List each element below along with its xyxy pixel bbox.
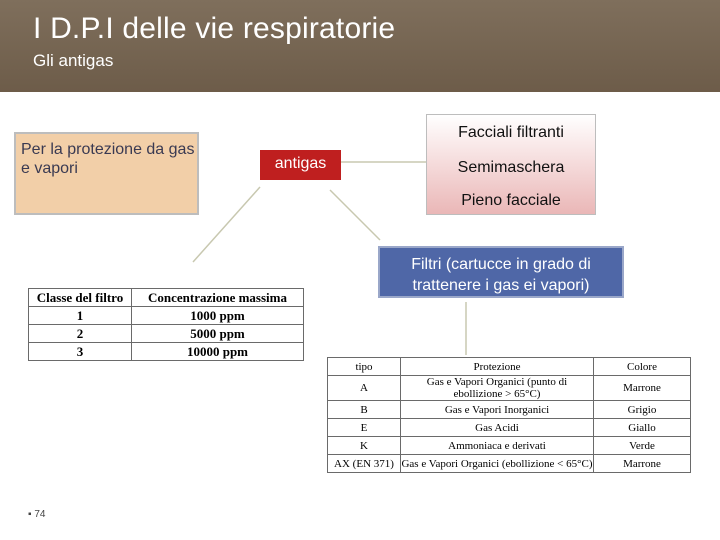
table-cell: Grigio (594, 401, 691, 419)
slide-subtitle: Gli antigas (33, 51, 114, 70)
table-row (328, 419, 691, 437)
filter-type-table (327, 357, 691, 473)
table-cell: Giallo (594, 419, 691, 437)
table-cell: AX (EN 371) (328, 455, 401, 473)
filter-class-table (28, 288, 304, 361)
table-cell: Marrone (594, 376, 691, 401)
table-row (328, 455, 691, 473)
table-header-row (29, 289, 304, 307)
table-cell: Gas e Vapori Inorganici (401, 401, 594, 419)
table-cell: Marrone (594, 455, 691, 473)
table-row (29, 307, 304, 325)
table-row (29, 325, 304, 343)
table-cell: 5000 ppm (132, 325, 304, 343)
purpose-text: Per la protezione da gas e vapori (21, 141, 195, 177)
page-number: ▪ 74 (28, 509, 46, 520)
filters-box (378, 246, 624, 298)
antigas-label: antigas (274, 155, 327, 172)
table-row (328, 376, 691, 401)
table-cell: 2 (29, 325, 132, 343)
mask-type-pieno-facciale: Pieno facciale (461, 192, 561, 209)
antigas-box (260, 150, 341, 180)
table-cell: B (328, 401, 401, 419)
table-cell: Gas e Vapori Organici (ebollizione < 65°C) (401, 455, 594, 473)
connector-antigas-filters (330, 190, 380, 240)
mask-types-box (426, 114, 596, 215)
table-header-cell: Concentrazione massima (132, 289, 304, 307)
table-cell: 1000 ppm (132, 307, 304, 325)
table-cell: K (328, 437, 401, 455)
table-cell: Verde (594, 437, 691, 455)
table-cell: 1 (29, 307, 132, 325)
mask-type-facciali-filtranti: Facciali filtranti (458, 124, 564, 141)
table-row (29, 343, 304, 361)
purpose-box (14, 132, 199, 215)
table-cell: Ammoniaca e derivati (401, 437, 594, 455)
table-row (328, 401, 691, 419)
table-header-row (328, 358, 691, 376)
table-cell: Gas Acidi (401, 419, 594, 437)
connector-antigas-class-table (193, 187, 260, 262)
table-cell: 3 (29, 343, 132, 361)
slide-title: I D.P.I delle vie respiratorie (33, 12, 396, 45)
table-cell: 10000 ppm (132, 343, 304, 361)
table-cell: E (328, 419, 401, 437)
table-header-cell: Classe del filtro (29, 289, 132, 307)
table-header-cell: Protezione (401, 358, 594, 376)
table-header-cell: tipo (328, 358, 401, 376)
table-cell: Gas e Vapori Organici (punto di ebollizione > 65°C) (401, 376, 594, 401)
table-cell: A (328, 376, 401, 401)
mask-type-semimaschera: Semimaschera (457, 159, 565, 176)
table-row (328, 437, 691, 455)
filters-text: Filtri (cartucce in grado di trattenere i gas ei vapori) (411, 256, 591, 294)
table-header-cell: Colore (594, 358, 691, 376)
